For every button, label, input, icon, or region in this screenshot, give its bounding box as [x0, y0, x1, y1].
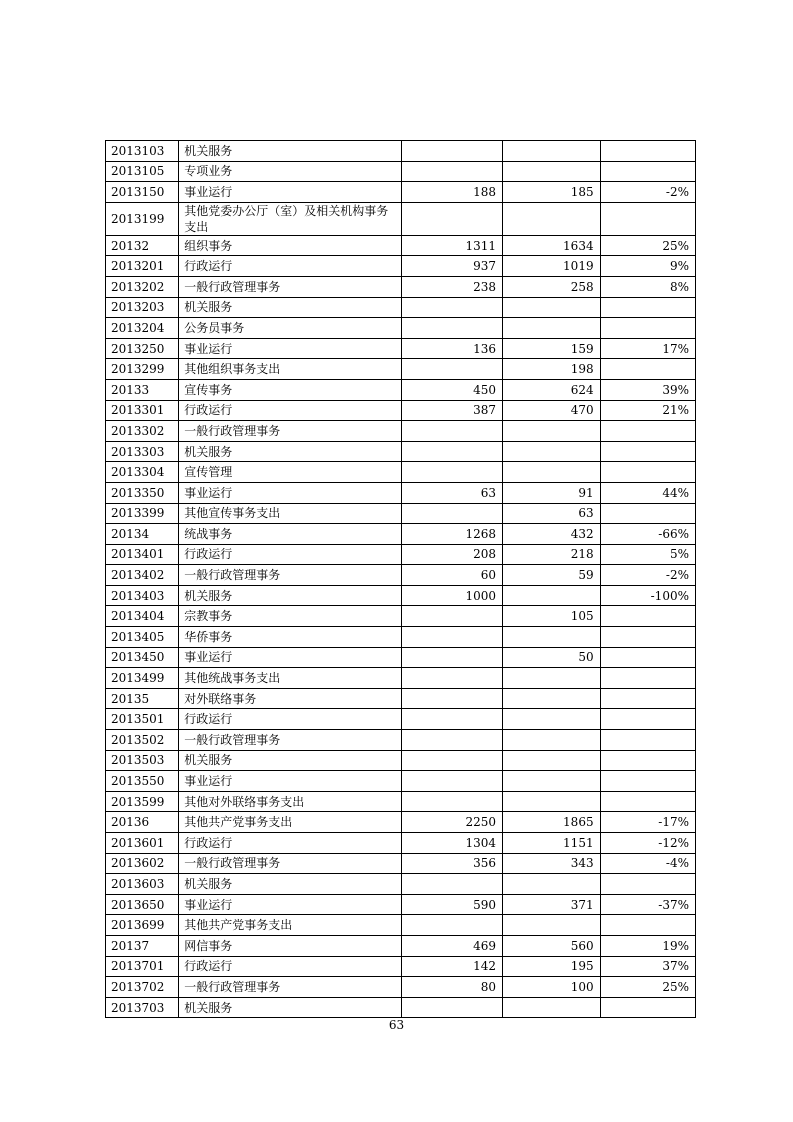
subject-name-cell: 一般行政管理事务 — [179, 730, 402, 751]
table-row — [106, 482, 696, 503]
subject-name-cell: 行政运行 — [179, 544, 402, 565]
subject-name-cell: 统战事务 — [179, 524, 402, 545]
amount-prev-cell — [402, 297, 503, 318]
subject-name-cell: 宣传管理 — [179, 462, 402, 483]
amount-prev-cell — [402, 359, 503, 380]
change-percent-cell — [600, 421, 695, 442]
subject-name-cell: 组织事务 — [179, 235, 402, 256]
subject-name-cell: 其他共产党事务支出 — [179, 812, 402, 833]
table-row — [106, 709, 696, 730]
subject-name-cell: 机关服务 — [179, 750, 402, 771]
amount-current-cell: 432 — [503, 524, 601, 545]
table-row — [106, 379, 696, 400]
subject-name-cell: 一般行政管理事务 — [179, 565, 402, 586]
subject-name-cell: 机关服务 — [179, 585, 402, 606]
subject-name-cell: 事业运行 — [179, 482, 402, 503]
amount-prev-cell — [402, 202, 503, 235]
amount-prev-cell: 1311 — [402, 235, 503, 256]
table-row — [106, 161, 696, 182]
subject-code-cell: 2013499 — [106, 668, 179, 689]
amount-prev-cell — [402, 668, 503, 689]
subject-code-cell: 2013403 — [106, 585, 179, 606]
amount-prev-cell — [402, 688, 503, 709]
change-percent-cell — [600, 202, 695, 235]
subject-code-cell: 2013701 — [106, 956, 179, 977]
subject-code-cell: 2013150 — [106, 182, 179, 203]
subject-name-cell: 一般行政管理事务 — [179, 853, 402, 874]
change-percent-cell — [600, 750, 695, 771]
subject-name-cell: 行政运行 — [179, 709, 402, 730]
subject-name-cell: 行政运行 — [179, 956, 402, 977]
amount-prev-cell — [402, 750, 503, 771]
amount-current-cell — [503, 709, 601, 730]
change-percent-cell — [600, 688, 695, 709]
amount-current-cell — [503, 161, 601, 182]
subject-name-cell: 华侨事务 — [179, 627, 402, 648]
table-row — [106, 524, 696, 545]
subject-name-cell: 机关服务 — [179, 997, 402, 1018]
amount-prev-cell: 590 — [402, 894, 503, 915]
amount-current-cell — [503, 750, 601, 771]
subject-name-cell: 其他统战事务支出 — [179, 668, 402, 689]
table-row — [106, 977, 696, 998]
change-percent-cell — [600, 668, 695, 689]
amount-current-cell: 1019 — [503, 256, 601, 277]
subject-name-cell: 事业运行 — [179, 894, 402, 915]
amount-prev-cell — [402, 997, 503, 1018]
table-row — [106, 853, 696, 874]
change-percent-cell: 19% — [600, 935, 695, 956]
table-row — [106, 276, 696, 297]
subject-name-cell: 机关服务 — [179, 874, 402, 895]
subject-code-cell: 2013702 — [106, 977, 179, 998]
change-percent-cell: 25% — [600, 977, 695, 998]
change-percent-cell: -12% — [600, 833, 695, 854]
table-row — [106, 935, 696, 956]
subject-code-cell: 2013301 — [106, 400, 179, 421]
change-percent-cell — [600, 318, 695, 339]
subject-name-cell: 一般行政管理事务 — [179, 421, 402, 442]
subject-code-cell: 2013105 — [106, 161, 179, 182]
amount-current-cell: 1634 — [503, 235, 601, 256]
subject-name-cell: 事业运行 — [179, 771, 402, 792]
change-percent-cell: -100% — [600, 585, 695, 606]
subject-name-cell: 事业运行 — [179, 182, 402, 203]
change-percent-cell: -66% — [600, 524, 695, 545]
change-percent-cell: 44% — [600, 482, 695, 503]
subject-code-cell: 20137 — [106, 935, 179, 956]
subject-name-cell: 机关服务 — [179, 297, 402, 318]
table-row — [106, 503, 696, 524]
change-percent-cell: 39% — [600, 379, 695, 400]
amount-prev-cell: 1304 — [402, 833, 503, 854]
amount-prev-cell: 188 — [402, 182, 503, 203]
change-percent-cell: -17% — [600, 812, 695, 833]
amount-current-cell — [503, 688, 601, 709]
table-row — [106, 647, 696, 668]
table-row — [106, 771, 696, 792]
amount-current-cell: 63 — [503, 503, 601, 524]
change-percent-cell — [600, 915, 695, 936]
change-percent-cell — [600, 997, 695, 1018]
subject-name-cell: 宗教事务 — [179, 606, 402, 627]
change-percent-cell: 9% — [600, 256, 695, 277]
amount-prev-cell — [402, 606, 503, 627]
amount-current-cell: 1865 — [503, 812, 601, 833]
amount-current-cell — [503, 202, 601, 235]
change-percent-cell — [600, 441, 695, 462]
amount-current-cell — [503, 627, 601, 648]
amount-current-cell — [503, 730, 601, 751]
subject-code-cell: 2013303 — [106, 441, 179, 462]
change-percent-cell — [600, 874, 695, 895]
subject-code-cell: 2013703 — [106, 997, 179, 1018]
amount-prev-cell: 136 — [402, 338, 503, 359]
amount-current-cell — [503, 421, 601, 442]
change-percent-cell: 37% — [600, 956, 695, 977]
subject-code-cell: 2013203 — [106, 297, 179, 318]
table-row — [106, 915, 696, 936]
table-row — [106, 833, 696, 854]
subject-name-cell: 行政运行 — [179, 400, 402, 421]
table-row — [106, 297, 696, 318]
change-percent-cell: 25% — [600, 235, 695, 256]
amount-current-cell: 100 — [503, 977, 601, 998]
amount-current-cell: 371 — [503, 894, 601, 915]
budget-table — [105, 140, 696, 1018]
subject-code-cell: 2013304 — [106, 462, 179, 483]
subject-code-cell: 2013302 — [106, 421, 179, 442]
amount-current-cell: 343 — [503, 853, 601, 874]
subject-code-cell: 2013602 — [106, 853, 179, 874]
amount-prev-cell — [402, 161, 503, 182]
amount-prev-cell: 60 — [402, 565, 503, 586]
amount-prev-cell: 356 — [402, 853, 503, 874]
subject-code-cell: 2013399 — [106, 503, 179, 524]
subject-name-cell: 其他党委办公厅（室）及相关机构事务支出 — [179, 202, 402, 235]
subject-code-cell: 2013250 — [106, 338, 179, 359]
change-percent-cell: 17% — [600, 338, 695, 359]
amount-prev-cell — [402, 462, 503, 483]
amount-current-cell — [503, 915, 601, 936]
change-percent-cell: -2% — [600, 565, 695, 586]
subject-name-cell: 机关服务 — [179, 141, 402, 162]
table-row — [106, 544, 696, 565]
amount-current-cell — [503, 668, 601, 689]
subject-code-cell: 2013603 — [106, 874, 179, 895]
change-percent-cell — [600, 647, 695, 668]
subject-code-cell: 2013405 — [106, 627, 179, 648]
amount-prev-cell — [402, 874, 503, 895]
amount-prev-cell — [402, 791, 503, 812]
subject-code-cell: 2013502 — [106, 730, 179, 751]
amount-prev-cell: 1000 — [402, 585, 503, 606]
amount-current-cell: 470 — [503, 400, 601, 421]
amount-prev-cell: 63 — [402, 482, 503, 503]
change-percent-cell: 5% — [600, 544, 695, 565]
subject-name-cell: 行政运行 — [179, 256, 402, 277]
amount-prev-cell — [402, 503, 503, 524]
amount-prev-cell — [402, 318, 503, 339]
subject-code-cell: 2013201 — [106, 256, 179, 277]
subject-code-cell: 2013404 — [106, 606, 179, 627]
subject-name-cell: 公务员事务 — [179, 318, 402, 339]
subject-code-cell: 2013699 — [106, 915, 179, 936]
change-percent-cell — [600, 161, 695, 182]
table-row — [106, 202, 696, 235]
change-percent-cell — [600, 297, 695, 318]
subject-code-cell: 2013401 — [106, 544, 179, 565]
amount-current-cell — [503, 791, 601, 812]
amount-prev-cell — [402, 915, 503, 936]
amount-prev-cell — [402, 141, 503, 162]
amount-current-cell — [503, 462, 601, 483]
change-percent-cell: -37% — [600, 894, 695, 915]
table-row — [106, 668, 696, 689]
subject-name-cell: 其他组织事务支出 — [179, 359, 402, 380]
change-percent-cell — [600, 503, 695, 524]
amount-prev-cell: 387 — [402, 400, 503, 421]
table-row — [106, 182, 696, 203]
amount-current-cell: 195 — [503, 956, 601, 977]
table-row — [106, 462, 696, 483]
table-row — [106, 235, 696, 256]
subject-code-cell: 2013103 — [106, 141, 179, 162]
change-percent-cell: 8% — [600, 276, 695, 297]
subject-code-cell: 2013650 — [106, 894, 179, 915]
table-row — [106, 688, 696, 709]
subject-code-cell: 2013402 — [106, 565, 179, 586]
table-row — [106, 750, 696, 771]
subject-code-cell: 20134 — [106, 524, 179, 545]
amount-current-cell: 105 — [503, 606, 601, 627]
table-row — [106, 565, 696, 586]
table-row — [106, 627, 696, 648]
subject-name-cell: 网信事务 — [179, 935, 402, 956]
subject-name-cell: 专项业务 — [179, 161, 402, 182]
table-row — [106, 894, 696, 915]
subject-code-cell: 2013199 — [106, 202, 179, 235]
amount-current-cell — [503, 297, 601, 318]
subject-name-cell: 其他宣传事务支出 — [179, 503, 402, 524]
change-percent-cell: 21% — [600, 400, 695, 421]
subject-name-cell: 事业运行 — [179, 338, 402, 359]
amount-current-cell — [503, 318, 601, 339]
change-percent-cell — [600, 709, 695, 730]
table-row — [106, 256, 696, 277]
amount-current-cell: 185 — [503, 182, 601, 203]
amount-current-cell — [503, 771, 601, 792]
amount-current-cell — [503, 585, 601, 606]
change-percent-cell — [600, 359, 695, 380]
amount-current-cell: 59 — [503, 565, 601, 586]
amount-current-cell: 198 — [503, 359, 601, 380]
amount-prev-cell: 80 — [402, 977, 503, 998]
subject-code-cell: 2013601 — [106, 833, 179, 854]
subject-code-cell: 2013202 — [106, 276, 179, 297]
amount-prev-cell — [402, 709, 503, 730]
amount-current-cell: 159 — [503, 338, 601, 359]
subject-code-cell: 2013501 — [106, 709, 179, 730]
change-percent-cell — [600, 462, 695, 483]
subject-name-cell: 宣传事务 — [179, 379, 402, 400]
amount-current-cell: 218 — [503, 544, 601, 565]
table-row — [106, 441, 696, 462]
subject-code-cell: 20133 — [106, 379, 179, 400]
amount-current-cell — [503, 141, 601, 162]
change-percent-cell — [600, 730, 695, 751]
change-percent-cell — [600, 141, 695, 162]
subject-name-cell: 一般行政管理事务 — [179, 276, 402, 297]
subject-name-cell: 事业运行 — [179, 647, 402, 668]
amount-current-cell — [503, 997, 601, 1018]
amount-current-cell: 1151 — [503, 833, 601, 854]
page-number: 63 — [388, 1018, 405, 1032]
amount-prev-cell — [402, 771, 503, 792]
amount-prev-cell: 469 — [402, 935, 503, 956]
subject-code-cell: 2013450 — [106, 647, 179, 668]
subject-code-cell: 2013550 — [106, 771, 179, 792]
amount-current-cell: 50 — [503, 647, 601, 668]
table-row — [106, 359, 696, 380]
table-row — [106, 400, 696, 421]
subject-code-cell: 2013350 — [106, 482, 179, 503]
change-percent-cell: -2% — [600, 182, 695, 203]
amount-prev-cell — [402, 441, 503, 462]
table-row — [106, 606, 696, 627]
subject-code-cell: 2013599 — [106, 791, 179, 812]
table-row — [106, 338, 696, 359]
table-row — [106, 421, 696, 442]
subject-name-cell: 一般行政管理事务 — [179, 977, 402, 998]
table-row — [106, 730, 696, 751]
amount-prev-cell — [402, 627, 503, 648]
amount-prev-cell — [402, 647, 503, 668]
amount-current-cell — [503, 441, 601, 462]
table-row — [106, 318, 696, 339]
table-row — [106, 997, 696, 1018]
amount-prev-cell: 238 — [402, 276, 503, 297]
change-percent-cell — [600, 771, 695, 792]
table-row — [106, 812, 696, 833]
amount-current-cell: 624 — [503, 379, 601, 400]
amount-prev-cell — [402, 421, 503, 442]
table-body — [106, 141, 696, 1018]
table-row — [106, 585, 696, 606]
subject-code-cell: 2013299 — [106, 359, 179, 380]
amount-prev-cell — [402, 730, 503, 751]
table-row — [106, 791, 696, 812]
subject-name-cell: 对外联络事务 — [179, 688, 402, 709]
change-percent-cell: -4% — [600, 853, 695, 874]
table-row — [106, 956, 696, 977]
amount-prev-cell: 937 — [402, 256, 503, 277]
table-row — [106, 874, 696, 895]
amount-current-cell — [503, 874, 601, 895]
amount-current-cell: 560 — [503, 935, 601, 956]
amount-prev-cell: 208 — [402, 544, 503, 565]
amount-prev-cell: 1268 — [402, 524, 503, 545]
subject-name-cell: 机关服务 — [179, 441, 402, 462]
subject-code-cell: 20132 — [106, 235, 179, 256]
amount-current-cell: 258 — [503, 276, 601, 297]
subject-name-cell: 其他共产党事务支出 — [179, 915, 402, 936]
subject-code-cell: 20136 — [106, 812, 179, 833]
subject-code-cell: 20135 — [106, 688, 179, 709]
subject-name-cell: 其他对外联络事务支出 — [179, 791, 402, 812]
amount-current-cell: 91 — [503, 482, 601, 503]
amount-prev-cell: 142 — [402, 956, 503, 977]
change-percent-cell — [600, 791, 695, 812]
table-row — [106, 141, 696, 162]
change-percent-cell — [600, 606, 695, 627]
subject-code-cell: 2013204 — [106, 318, 179, 339]
amount-prev-cell: 450 — [402, 379, 503, 400]
subject-name-cell: 行政运行 — [179, 833, 402, 854]
amount-prev-cell: 2250 — [402, 812, 503, 833]
subject-code-cell: 2013503 — [106, 750, 179, 771]
change-percent-cell — [600, 627, 695, 648]
